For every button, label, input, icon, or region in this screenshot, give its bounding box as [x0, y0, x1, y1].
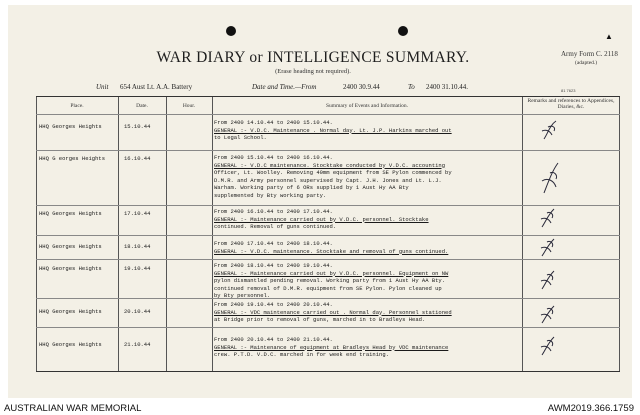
page-title: WAR DIARY or INTELLIGENCE SUMMARY.: [156, 49, 470, 66]
column-header-hour: Hour.: [182, 103, 196, 109]
footer-source: AUSTRALIAN WAR MEMORIAL: [4, 403, 142, 414]
punch-hole-right: [398, 26, 408, 36]
entry-summary: From 2400 20.10.44 to 2400 21.10.44. GENERAL :- Maintenance of equipment at Bradleys Head by VDC maintenance crew. P.T.D. V.D.C. marched in for week end training.: [214, 336, 449, 358]
entry-date: 17.10.44: [124, 210, 151, 217]
entry-place: HHQ G eorges Heights: [39, 155, 106, 162]
form-number: Army Form C. 2118: [561, 50, 618, 58]
signature-initials: [538, 304, 560, 326]
entry-date: 15.10.44: [124, 123, 151, 130]
unit-label: Unit: [96, 83, 109, 91]
entry-summary: From 2400 17.10.44 to 2400 18.10.44. GENERAL :- V.D.C. maintenance. Stocktake and removal of guns continued.: [214, 240, 449, 255]
corner-arrow-icon: ▲: [605, 32, 613, 41]
diary-page: [8, 5, 632, 398]
entry-date: 18.10.44: [124, 243, 151, 250]
signature-initials: [538, 237, 560, 259]
entry-place: HHQ Georges Heights: [39, 308, 102, 315]
entry-date: 16.10.44: [124, 155, 151, 162]
signature-initials: [538, 269, 560, 293]
datetime-label: Date and Time.—From: [252, 83, 317, 91]
to-value: 2400 31.10.44.: [426, 83, 468, 91]
entry-date: 20.10.44: [124, 308, 151, 315]
entry-summary: From 2400 18.10.44 to 2400 19.10.44. GENERAL :- Maintenance carried out by V.D.C. personnel. Equipment on NW pylon dismantled pending removal. Working party from 1 Aust Hy AA Bty. continued removal of D.M.R. equipment from SE Pylon. Pylon cleaned up by Bty personnel.: [214, 262, 449, 299]
entry-summary: From 2400 16.10.44 to 2400 17.10.44. GENERAL :- Maintenance carried out by V.D.C. personnel. Stocktake continued. Removal of guns continued.: [214, 208, 429, 230]
to-label: To: [408, 83, 415, 91]
footer-accession-number: AWM2019.366.1759: [547, 403, 634, 414]
signature-initials: [538, 335, 560, 359]
entry-summary: From 2400 15.10.44 to 2400 16.10.44. GENERAL :- V.D.C maintenance. Stocktake conducted by V.D.C. accounting Officer, Lt. Woolley. Removing 40mm equipment from SE Pylon commenced by D.M.R. and Army personnel supervised by Capt. J.H. Jones and Lt. L.J. Warham. Working party of 6 ORs supplied by 1 Aust Hy AA Bty supplemented by Bty working party.: [214, 154, 452, 199]
diary-table: [36, 96, 620, 372]
entry-place: HHQ Georges Heights: [39, 341, 102, 348]
signature-initials: [538, 207, 560, 231]
entry-summary: From 2400 19.10.44 to 2400 20.10.44. GENERAL :- VDC maintenance carried out . Normal day. Personnel stationed at Bridge prior to removal of guns, marched in to Bradleys Head.: [214, 301, 452, 323]
column-header-summary: Summary of Events and Information.: [325, 103, 409, 109]
unit-value: 654 Aust Lt. A.A. Battery: [120, 83, 193, 91]
page-subtitle: (Erase heading not required).: [275, 68, 351, 75]
entry-date: 21.10.44: [124, 341, 151, 348]
entry-place: HHQ Georges Heights: [39, 265, 102, 272]
entry-place: HHQ Georges Heights: [39, 123, 102, 130]
signature-initials: [538, 161, 564, 197]
punch-hole-left: [226, 26, 236, 36]
column-header-date: Date.: [136, 103, 148, 109]
entry-place: HHQ Georges Heights: [39, 243, 102, 250]
signature-initials: [538, 119, 562, 143]
from-value: 2400 30.9.44: [343, 83, 380, 91]
entry-summary: From 2400 14.10.44 to 2400 15.10.44. GENERAL :- V.D.C. Maintenance . Normal day. Lt. J.P. Harkins marched out to Legal School.: [214, 119, 452, 141]
column-header-remarks: Remarks and references to Appendices, Diaries, &c.: [527, 98, 615, 110]
form-reference: 81 7623: [561, 88, 576, 93]
form-adapted: (adapted.): [575, 60, 598, 66]
entry-date: 19.10.44: [124, 265, 151, 272]
column-header-place: Place.: [70, 103, 84, 109]
entry-place: HHQ Georges Heights: [39, 210, 102, 217]
